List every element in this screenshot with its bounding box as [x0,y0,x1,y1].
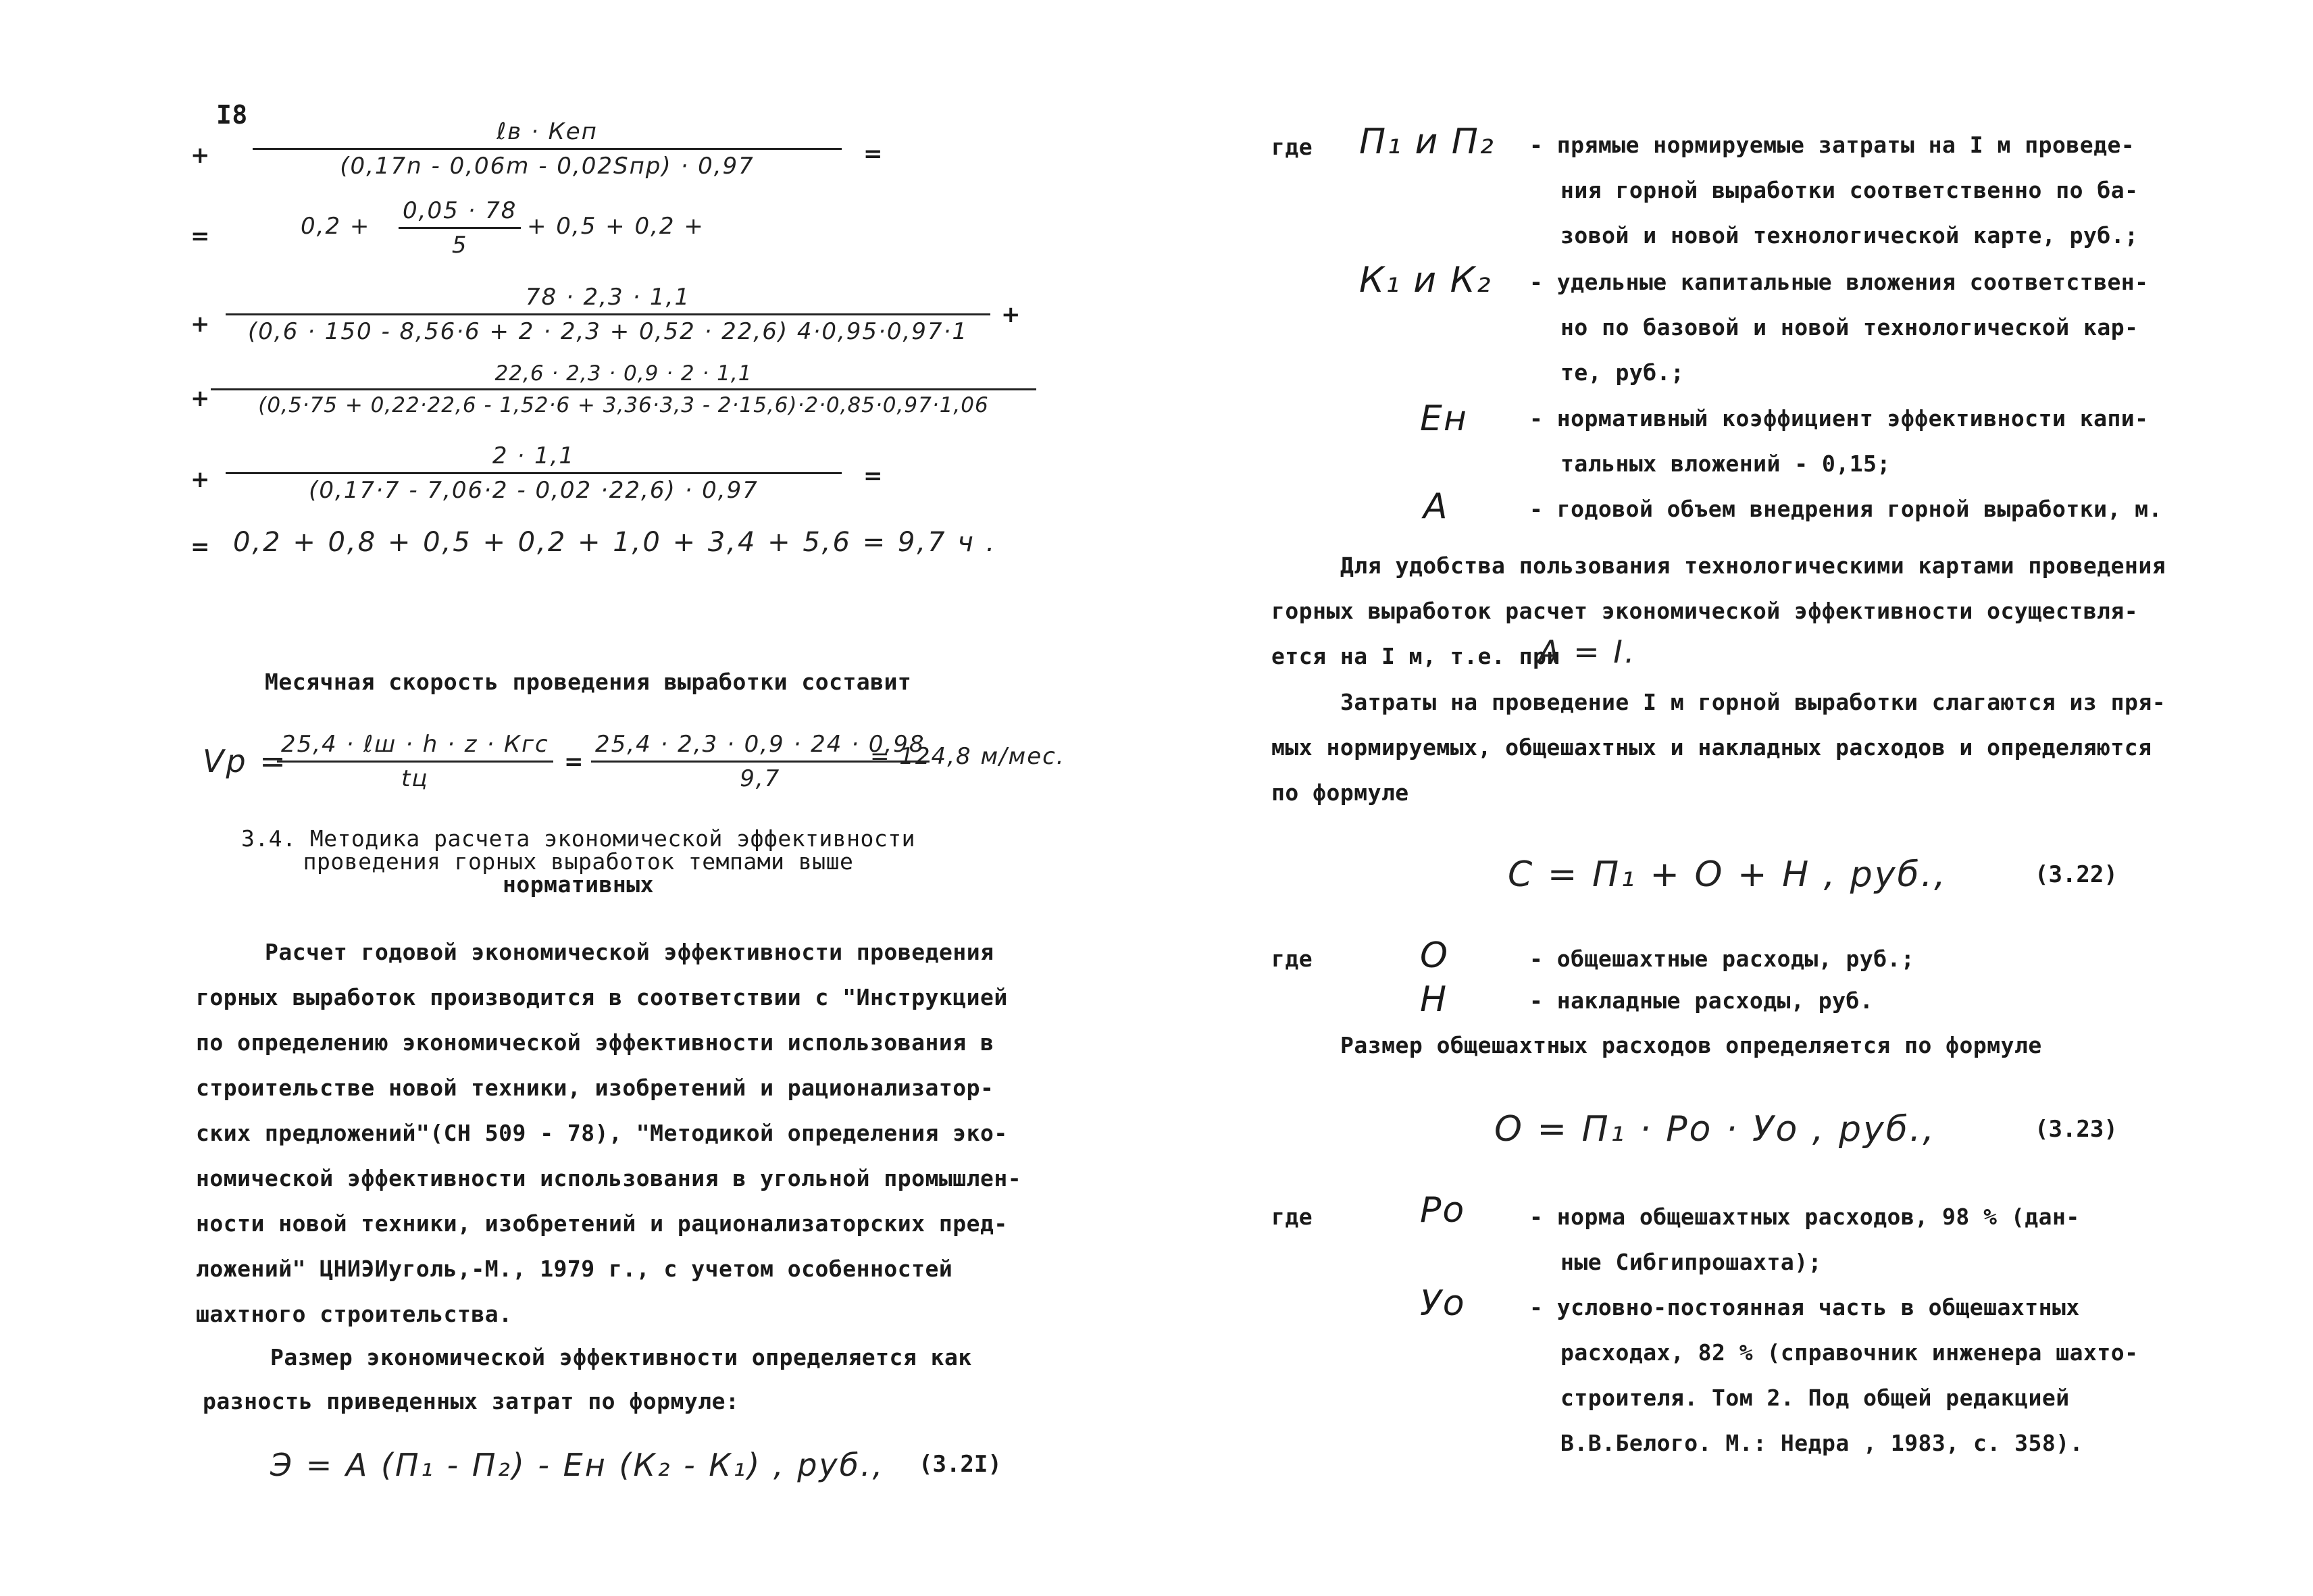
symbol-label: Ен [1420,398,1468,439]
definition-line: - условно-постоянная часть в общешахтных [1529,1294,2080,1320]
body-line: Для удобства пользования технологическими картами проведения [1340,552,2166,579]
formula-fraction-1 [257,118,838,180]
equation-number: (3.22) [2035,861,2118,888]
definition-line: ния горной выработки соответственно по ба- [1560,177,2139,203]
symbol-label: П₁ и П₂ [1359,122,1495,162]
symbol-label: О [1420,935,1449,976]
speed-result: = 124,8 м/мес. [870,743,1065,770]
symbol-label: Ро [1420,1190,1466,1231]
fraction-denominator: (0,6 · 150 - 8,56·6 + 2 · 2,3 + 0,52 · 22,6) 4·0,95·0,97·1 [247,318,968,345]
definition-line: - накладные расходы, руб. [1529,987,1874,1014]
fraction-numerator: 25,4 · ℓш · ℎ · z · Кгс [277,731,553,763]
definition-line: но по базовой и новой технологической кар- [1560,314,2139,340]
where-label: где [1271,946,1313,972]
equation-3-22: С = П₁ + О + Н , руб., [1508,854,1948,895]
definition-line: - прямые нормируемые затраты на I м проведе- [1529,132,2135,158]
definition-line: ные Сибгипрошахта); [1560,1249,1822,1275]
definition-line: - нормативный коэффициент эффективности капи- [1529,405,2149,432]
speed-fraction-1 [277,731,553,792]
body-line: ложений" ЦНИЭИуголь,-М., 1979 г., с учетом особенностей [196,1256,953,1282]
definition-line: - годовой объем внедрения горной выработки, м. [1529,496,2162,522]
equals-sign: = [564,748,584,775]
where-label: где [1271,134,1313,160]
fraction-numerator: ℓв · Кеп [253,118,842,150]
body-line: разность приведенных затрат по формуле: [203,1388,740,1414]
speed-lhs: Vр = [203,743,288,779]
symbol-label: А [1423,486,1449,527]
fraction-denominator: (0,17n - 0,06m - 0,02Sпр) · 0,97 [340,153,755,180]
page-number: I8 [216,100,248,130]
equation-3-23: О = П₁ · Ро · Уо , руб., [1494,1109,1936,1150]
plus-sign: + [190,142,210,169]
plus-sign: + [190,466,210,493]
equals-sign: = [863,140,883,168]
fraction-numerator: 78 · 2,3 · 1,1 [226,284,990,315]
right-page [1156,0,2313,1596]
plus-sign: + [190,311,210,338]
fraction-denominator: 5 [451,232,468,259]
definition-line: - норма общешахтных расходов, 98 % (дан- [1529,1204,2080,1230]
body-line: номической эффективности использования в угольной промышлен- [196,1165,1022,1191]
symbol-label: Уо [1420,1283,1466,1324]
fraction-numerator: 25,4 · 2,3 · 0,9 · 24 · 0,98 [591,731,930,763]
formula-fraction-3 [230,284,986,345]
equals-sign: = [190,223,210,250]
definition-line: те, руб.; [1560,359,1685,386]
equation-3-21: Э = А (П₁ - П₂) - Ен (К₂ - К₁) , руб., [270,1447,885,1483]
body-line: горных выработок производится в соответствии с "Инструкцией [196,984,1008,1010]
body-line: шахтного строительства. [196,1301,513,1327]
equals-sign: = [863,463,883,490]
body-line: ности новой техники, изобретений и рационализаторских пред- [196,1210,1008,1237]
where-label: где [1271,1204,1313,1230]
body-line: ских предложений"(СН 509 - 78), "Методикой определения эко- [196,1120,1008,1146]
equals-sign: = [190,534,210,561]
fraction-numerator: 2 · 1,1 [226,442,842,474]
formula-fraction-4 [215,361,1032,417]
definition-line: В.В.Белого. М.: Недра , 1983, с. 358). [1560,1430,2083,1456]
calc-result: 0,2 + 0,8 + 0,5 + 0,2 + 1,0 + 3,4 + 5,6 = 9,7 ч . [233,527,997,558]
section-heading-line: 3.4. Методика расчета экономической эффективности [240,825,916,852]
definition-line: зовой и новой технологической карте, руб.; [1560,222,2139,249]
symbol-label: К₁ и К₂ [1359,260,1492,301]
formula-fraction-2 [399,197,521,259]
definition-line: тальных вложений - 0,15; [1560,451,1891,477]
formula-fraction-5 [230,442,838,504]
fraction-denominator: 9,7 [740,765,781,792]
plus-sign: + [190,385,210,412]
definition-line: строителя. Том 2. Под общей редакцией [1560,1385,2070,1411]
body-line: строительстве новой техники, изобретений и рационализатор- [196,1075,994,1101]
equation-number: (3.23) [2035,1116,2118,1143]
body-line: по определению экономической эффективности использования в [196,1029,994,1056]
body-line: горных выработок расчет экономической эффективности осуществля- [1271,598,2139,624]
fraction-numerator: 22,6 · 2,3 · 0,9 · 2 · 1,1 [211,361,1036,390]
body-line: Расчет годовой экономической эффективности проведения [265,939,994,965]
fraction-denominator: (0,5·75 + 0,22·22,6 - 1,52·6 + 3,36·3,3 - 2·15,6)·2·0,85·0,97·1,06 [258,393,989,417]
body-line: мых нормируемых, общешахтных и накладных расходов и определяются [1271,734,2152,761]
body-line: Размер общешахтных расходов определяется по формуле [1340,1032,2042,1058]
section-heading-line: проведения горных выработок темпами выше [303,848,854,875]
plus-sign: + [1001,301,1021,328]
inline-equation: А = I. [1538,634,1637,670]
fraction-denominator: (0,17·7 - 7,06·2 - 0,02 ·22,6) · 0,97 [309,477,759,504]
fraction-denominator: tц [401,765,429,792]
body-line: Размер экономической эффективности определяется как [270,1344,972,1370]
formula-tail: + 0,5 + 0,2 + [527,213,705,240]
body-line: Затраты на проведение I м горной выработки слагаются из пря- [1340,689,2166,715]
body-line: по формуле [1271,779,1409,806]
left-page [0,0,1156,1596]
definition-line: расходах, 82 % (справочник инженера шахто- [1560,1339,2139,1366]
formula-lead: 0,2 + [301,213,371,240]
fraction-numerator: 0,05 · 78 [399,197,521,229]
equation-number: (3.2I) [919,1451,1002,1478]
speed-intro: Месячная скорость проведения выработки составит [265,669,912,695]
definition-line: - общешахтные расходы, руб.; [1529,946,1915,972]
symbol-label: Н [1420,979,1448,1020]
section-heading-line: нормативных [502,871,655,898]
definition-line: - удельные капитальные вложения соответствен- [1529,269,2149,295]
body-line: ется на I м, т.е. при [1271,643,1560,669]
